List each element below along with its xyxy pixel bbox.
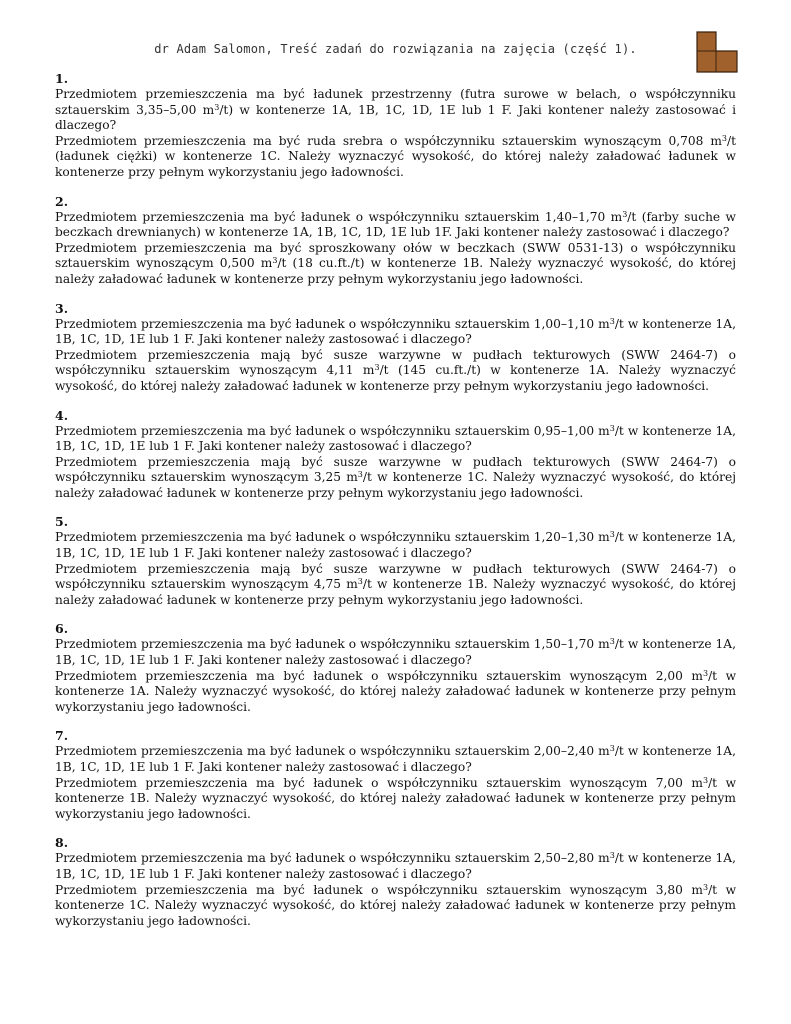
task-number: 3. [55, 300, 69, 316]
task-number: 8. [55, 835, 69, 851]
task-paragraph: Przedmiotem przemieszczenia ma być ładunek przestrzenny (futra surowe w belach, o współczynniku sztauerskim 3,35–5,00 $m^3/t$) w kontenerze 1A, 1B, 1C, 1D, 1E lub 1 F. Jaki kontener należy zastosować i dlaczego? [55, 87, 736, 133]
task-body [55, 210, 736, 288]
task-number: 6. [55, 621, 69, 637]
task-paragraph: Przedmiotem przemieszczenia ma być ładunek o współczynniku sztauerskim 0,95–1,00 $m^3/t$ w kontenerze 1A, 1B, 1C, 1D, 1E lub 1 F. Jaki kontener należy zastosować i dlaczego? [55, 423, 736, 454]
task-paragraph: Przedmiotem przemieszczenia ma być ładunek o współczynniku sztauerskim 1,00–1,10 $m^3/t$ w kontenerze 1A, 1B, 1C, 1D, 1E lub 1 F. Jaki kontener należy zastosować i dlaczego? [55, 316, 736, 347]
task-number: 4. [55, 407, 69, 423]
task [55, 727, 736, 822]
task-paragraph: Przedmiotem przemieszczenia ma być ładunek o współczynniku sztauerskim 1,40–1,70 $m^3/t$ (farby suche w beczkach drewnianych) w kontenerze 1A, 1B, 1C, 1D, 1E lub 1F. Jaki kontener należy zastosować i dlaczego? [55, 209, 736, 240]
task-body [55, 744, 736, 822]
task-paragraph: Przedmiotem przemieszczenia mają być susze warzywne w pudłach tekturowych (SWW 2464-7) o współczynniku sztauerskim wynoszącym 4,11 $m^3/t$ (145 cu.ft./t) w kontenerze 1A. Należy wyznaczyć wysokość, do której należy załadować ładunek w kontenerze przy pełnym wykorzystaniu jego ładowności. [55, 347, 737, 393]
task-paragraph: Przedmiotem przemieszczenia ma być ładunek o współczynniku sztauerskim wynoszącym 3,80 $m^3/t$ w kontenerze 1C. Należy wyznaczyć wysokość, do której należy załadować ładunek w kontenerze przy pełnym wykorzystaniu jego ładowności. [55, 882, 736, 928]
task-paragraph: Przedmiotem przemieszczenia ma być ładunek o współczynniku sztauerskim 1,20–1,30 $m^3/t$ w kontenerze 1A, 1B, 1C, 1D, 1E lub 1 F. Jaki kontener należy zastosować i dlaczego? [55, 530, 736, 561]
task [55, 300, 736, 395]
task-body [55, 317, 736, 395]
task [55, 193, 736, 288]
task-body [55, 637, 736, 715]
task-paragraph: Przedmiotem przemieszczenia ma być ładunek o współczynniku sztauerskim 1,50–1,70 $m^3/t$ w kontenerze 1A, 1B, 1C, 1D, 1E lub 1 F. Jaki kontener należy zastosować i dlaczego? [55, 637, 736, 668]
task-paragraph: Przedmiotem przemieszczenia ma być ładunek o współczynniku sztauerskim wynoszącym 7,00 $m^3/t$ w kontenerze 1B. Należy wyznaczyć wysokość, do której należy załadować ładunek w kontenerze przy pełnym wykorzystaniu jego ładowności. [55, 775, 736, 821]
task-number: 7. [55, 728, 69, 744]
task-body [55, 530, 736, 608]
task-paragraph: Przedmiotem przemieszczenia ma być sproszkowany ołów w beczkach (SWW 0531-13) o współczynniku sztauerskim wynoszącym 0,500 $m^3/t$ (18 cu.ft./t) w kontenerze 1B. Należy wyznaczyć wysokość, do której należy załadować ładunek w kontenerze przy pełnym wykorzystaniu jego ładowności. [55, 240, 737, 286]
task [55, 513, 736, 608]
page-header: dr Adam Salomon, Treść zadań do rozwiązania na zajęcia (część 1). [154, 42, 637, 56]
task-paragraph: Przedmiotem przemieszczenia mają być susze warzywne w pudłach tekturowych (SWW 2464-7) o współczynniku sztauerskim wynoszącym 3,25 $m^3/t$ w kontenerze 1C. Należy wyznaczyć wysokość, do której należy załadować ładunek w kontenerze przy pełnym wykorzystaniu jego ładowności. [55, 454, 736, 500]
task [55, 70, 736, 181]
task-body [55, 87, 736, 181]
task-number: 1. [55, 71, 69, 86]
task [55, 620, 736, 715]
stacked-blocks-logo-icon [696, 31, 738, 73]
task-paragraph: Przedmiotem przemieszczenia ma być ładunek o współczynniku sztauerskim 2,50–2,80 $m^3/t$ w kontenerze 1A, 1B, 1C, 1D, 1E lub 1 F. Jaki kontener należy zastosować i dlaczego? [55, 851, 736, 881]
task-list [55, 70, 736, 941]
task-body [55, 424, 736, 502]
task-number: 2. [55, 193, 69, 209]
task-paragraph: Przedmiotem przemieszczenia mają być susze warzywne w pudłach tekturowych (SWW 2464-7) o współczynniku sztauerskim wynoszącym 4,75 $m^3/t$ w kontenerze 1B. Należy wyznaczyć wysokość, do której należy załadować ładunek w kontenerze przy pełnym wykorzystaniu jego ładowności. [55, 561, 736, 607]
task [55, 407, 736, 502]
task-number: 5. [55, 514, 69, 530]
task-paragraph: Przedmiotem przemieszczenia ma być ładunek o współczynniku sztauerskim 2,00–2,40 $m^3/t$ w kontenerze 1A, 1B, 1C, 1D, 1E lub 1 F. Jaki kontener należy zastosować i dlaczego? [55, 744, 736, 774]
task-body [55, 851, 736, 929]
task-paragraph: Przedmiotem przemieszczenia ma być ruda srebra o współczynniku sztauerskim wynoszącym 0,708 $m^3/t$ (ładunek ciężki) w kontenerze 1C. Należy wyznaczyć wysokość, do której należy załadować ładunek w kontenerze przy pełnym wykorzystaniu jego ładowności. [55, 133, 736, 179]
task-paragraph: Przedmiotem przemieszczenia ma być ładunek o współczynniku sztauerskim wynoszącym 2,00 $m^3/t$ w kontenerze 1A. Należy wyznaczyć wysokość, do której należy załadować ładunek w kontenerze przy pełnym wykorzystaniu jego ładowności. [55, 668, 736, 714]
task [55, 834, 736, 929]
